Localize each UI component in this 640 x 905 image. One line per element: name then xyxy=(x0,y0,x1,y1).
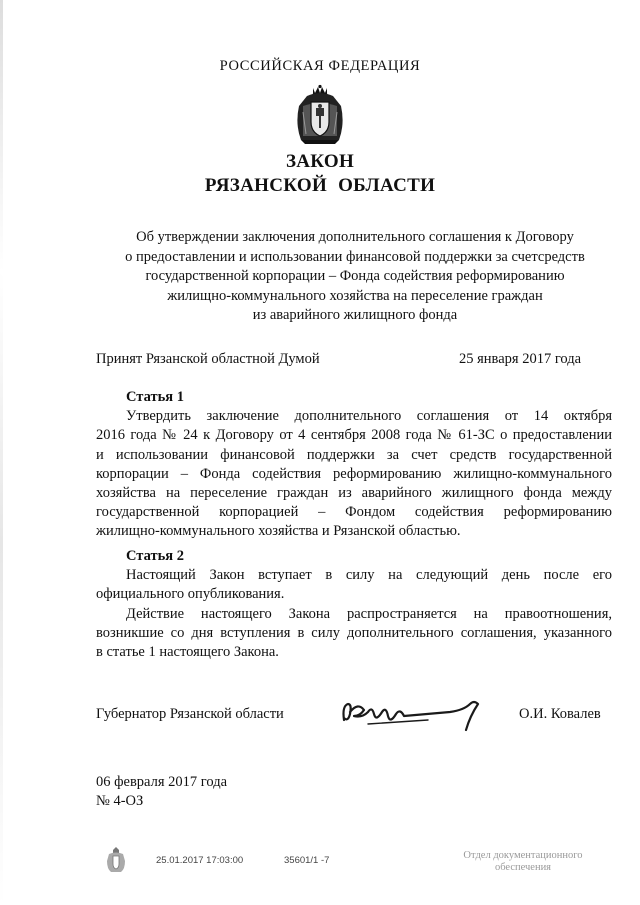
article-2-line: официального опубликования. xyxy=(96,586,285,603)
signing-info xyxy=(96,773,227,811)
small-emblem-icon xyxy=(106,847,126,873)
handwritten-signature xyxy=(338,694,498,736)
article-1-line: и использовании финансовой поддержки за счет средств государственной xyxy=(96,446,612,463)
adopted-by: Принят Рязанской областной Думой xyxy=(96,351,320,367)
scan-edge xyxy=(0,0,3,905)
article-2-line: Действие настоящего Закона распространяется на правоотношения, xyxy=(126,605,612,622)
article-1-heading: Статья 1 xyxy=(126,389,184,405)
law-title-line1: ЗАКОН xyxy=(285,151,355,172)
footer-doc-code: 35601/1 -7 xyxy=(284,855,330,866)
law-title-line2: РЯЗАНСКОЙ ОБЛАСТИ xyxy=(204,175,436,196)
law-number: № 4-ОЗ xyxy=(96,793,144,809)
article-1 xyxy=(96,388,612,542)
country-heading: РОССИЙСКАЯ ФЕДЕРАЦИЯ xyxy=(219,58,421,74)
adoption-date: 25 января 2017 года xyxy=(459,351,582,367)
signing-date: 06 февраля 2017 года xyxy=(96,774,228,790)
governor-title: Губернатор Рязанской области xyxy=(96,706,284,722)
article-1-line: жилищно-коммунального хозяйства и Рязанской областью. xyxy=(96,523,461,540)
governor-name: О.И. Ковалев xyxy=(519,706,601,722)
coat-of-arms-icon xyxy=(293,84,347,146)
article-1-line: Утвердить заключение дополнительного соглашения от 14 октября xyxy=(126,408,612,425)
article-2-line: Настоящий Закон вступает в силу на следующий день после его xyxy=(126,567,612,584)
law-subject xyxy=(60,228,640,326)
article-2-heading: Статья 2 xyxy=(126,548,184,564)
article-2-line: в статье 1 настоящего Закона. xyxy=(96,644,279,661)
subject-line: о предоставлении и использовании финансовой поддержки за счетсредств xyxy=(125,248,585,265)
article-1-line: 2016 года № 24 к Договору от 4 сентября 2008 года № 61-ЗС о предоставлении xyxy=(96,427,612,444)
footer-timestamp: 25.01.2017 17:03:00 xyxy=(156,855,244,866)
footer-stamp: Отдел документационного обеспечения xyxy=(463,850,583,873)
subject-line: Об утверждении заключения дополнительного соглашения к Договору xyxy=(136,229,574,245)
subject-line: из аварийного жилищного фонда xyxy=(252,307,458,323)
subject-line: жилищно-коммунального хозяйства на переселение граждан xyxy=(167,287,543,304)
subject-line: государственной корпорации – Фонда содействия реформированию xyxy=(145,268,565,284)
article-1-line: корпорации – Фонда содействия реформированию жилищно-коммунального xyxy=(96,465,612,482)
law-title xyxy=(0,150,640,198)
article-1-line: хозяйства на переселение граждан из аварийного жилищного фонда между xyxy=(96,485,612,502)
article-2-line: возникшие со дня вступления в силу дополнительного соглашения, указанного xyxy=(96,624,612,641)
article-2 xyxy=(96,547,612,662)
article-1-line: государственной корпорацией – Фондом содействия реформированию xyxy=(96,504,612,521)
